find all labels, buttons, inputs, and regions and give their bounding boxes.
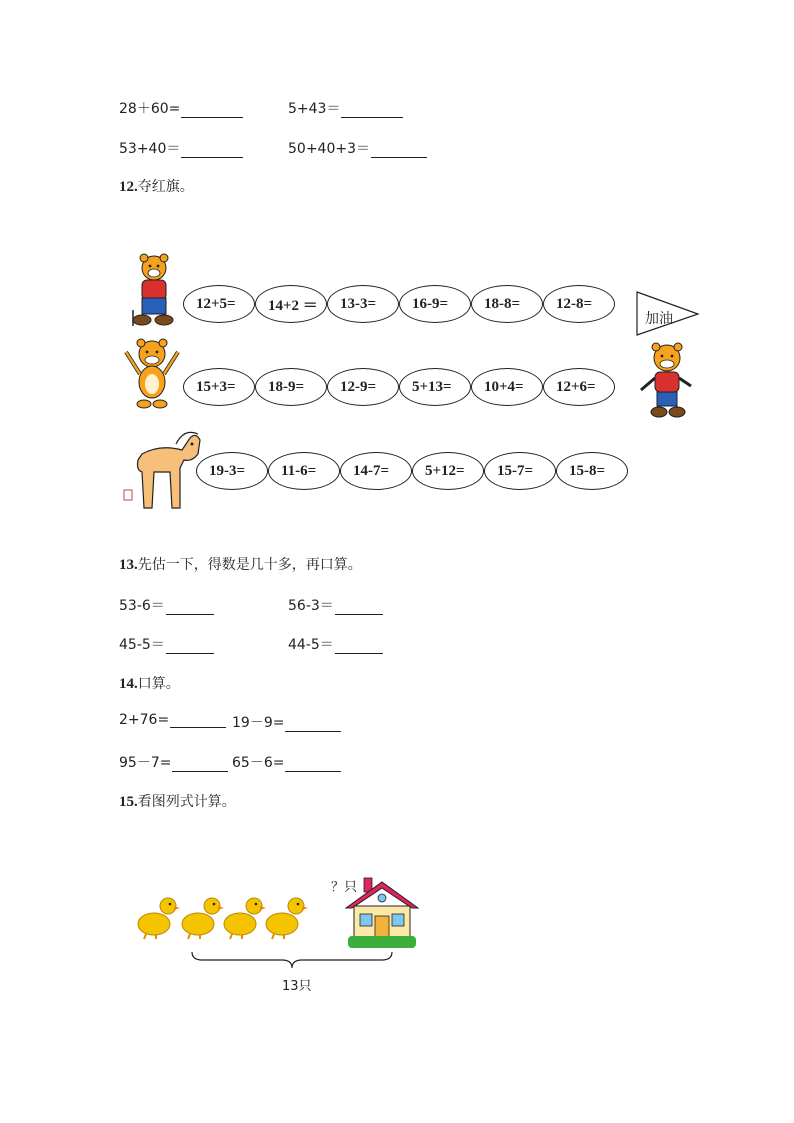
oval-problem-text: 10+4= — [484, 378, 524, 395]
oval-problem-text: 15+3= — [196, 378, 236, 395]
oval-problem-text: 14+2 ＝ — [268, 297, 318, 314]
answer-blank[interactable] — [335, 639, 383, 654]
horse-icon — [120, 424, 204, 512]
oval-problem[interactable] — [255, 368, 327, 406]
oval-problem[interactable] — [484, 452, 556, 490]
q14-problem — [232, 752, 341, 772]
oval-problem[interactable] — [399, 285, 471, 323]
brace-icon — [190, 950, 394, 972]
oval-problem[interactable] — [255, 285, 327, 323]
oval-problem-text: 11-6= — [281, 462, 317, 479]
problem-expression: 28＋60= — [119, 101, 181, 117]
house-icon — [344, 876, 420, 950]
oval-problem[interactable] — [183, 285, 255, 323]
question-number: 15. — [119, 794, 138, 810]
q13-problem — [119, 595, 214, 615]
oval-problem[interactable] — [556, 452, 628, 490]
total-label: 13只 — [282, 979, 312, 994]
answer-blank[interactable] — [170, 713, 226, 728]
answer-blank[interactable] — [166, 639, 214, 654]
oval-problem-text: 12-9= — [340, 378, 377, 395]
oval-problem-text: 5+12= — [425, 462, 465, 479]
oval-problem-text: 14-7= — [353, 462, 390, 479]
oval-problem[interactable] — [327, 285, 399, 323]
duck-icon — [180, 894, 224, 940]
question-title: 看图列式计算。 — [137, 794, 236, 810]
oval-problem[interactable] — [183, 368, 255, 406]
tiger-icon — [128, 252, 178, 330]
duck-icon — [264, 894, 308, 940]
oval-problem-text: 18-8= — [484, 295, 521, 312]
oval-problem-text: 12-8= — [556, 295, 593, 312]
question-mark-label: ？只 — [331, 880, 358, 895]
oval-problem[interactable] — [340, 452, 412, 490]
question-13-heading — [119, 554, 362, 574]
q13-problem — [288, 595, 383, 615]
problem-expression: 53-6＝ — [119, 598, 165, 614]
oval-problem-text: 16-9= — [412, 295, 449, 312]
oval-problem[interactable] — [543, 285, 615, 323]
answer-blank[interactable] — [285, 717, 341, 732]
answer-blank[interactable] — [285, 757, 341, 772]
q14-problem — [232, 712, 341, 732]
duck-icon — [222, 894, 266, 940]
oval-problem[interactable] — [327, 368, 399, 406]
answer-blank[interactable] — [166, 600, 214, 615]
problem-expression: 44-5＝ — [288, 637, 334, 653]
oval-problem[interactable] — [471, 368, 543, 406]
question-12-heading — [119, 176, 194, 196]
oval-problem-text: 19-3= — [209, 462, 246, 479]
oval-problem[interactable] — [412, 452, 484, 490]
q13-problem — [119, 634, 214, 654]
problem-expression: 45-5＝ — [119, 637, 165, 653]
question-title: 口算。 — [137, 676, 180, 692]
oval-problem[interactable] — [471, 285, 543, 323]
problem-expression: 95－7= — [119, 755, 172, 771]
problem-top-4 — [288, 138, 427, 158]
oval-problem-text: 18-9= — [268, 378, 305, 395]
question-number: 13. — [119, 557, 138, 573]
answer-blank[interactable] — [181, 103, 243, 118]
q14-problem — [119, 752, 228, 772]
oval-problem[interactable] — [268, 452, 340, 490]
oval-problem-text: 13-3= — [340, 295, 377, 312]
problem-top-3 — [119, 138, 243, 158]
q14-problem — [119, 712, 226, 728]
question-number: 14. — [119, 676, 138, 692]
question-title: 先估一下，得数是几十多，再口算。 — [137, 557, 362, 573]
q13-problem — [288, 634, 383, 654]
problem-expression: 56-3＝ — [288, 598, 334, 614]
problem-expression: 19－9= — [232, 715, 285, 731]
oval-problem[interactable] — [196, 452, 268, 490]
problem-expression: 2+76= — [119, 712, 170, 728]
answer-blank[interactable] — [341, 103, 403, 118]
tiger-icon — [637, 342, 695, 420]
oval-problem-text: 12+6= — [556, 378, 596, 395]
oval-problem-text: 15-8= — [569, 462, 606, 479]
oval-problem-text: 15-7= — [497, 462, 534, 479]
answer-blank[interactable] — [172, 757, 228, 772]
question-14-heading — [119, 673, 180, 693]
problem-expression: 50+40+3＝ — [288, 141, 370, 157]
question-15-heading — [119, 791, 236, 811]
problem-expression: 65－6= — [232, 755, 285, 771]
oval-problem-text: 12+5= — [196, 295, 236, 312]
problem-expression: 53+40＝ — [119, 141, 181, 157]
answer-blank[interactable] — [181, 143, 243, 158]
oval-problem[interactable] — [543, 368, 615, 406]
question-title: 夺红旗。 — [137, 179, 194, 195]
answer-blank[interactable] — [371, 143, 427, 158]
problem-top-1 — [119, 98, 243, 118]
duck-icon — [136, 894, 180, 940]
problem-top-2 — [288, 98, 403, 118]
flag-label: 加油 — [645, 311, 673, 327]
question-number: 12. — [119, 179, 138, 195]
oval-problem[interactable] — [399, 368, 471, 406]
problem-expression: 5+43＝ — [288, 101, 341, 117]
oval-problem-text: 5+13= — [412, 378, 452, 395]
tiger-icon — [122, 338, 182, 410]
answer-blank[interactable] — [335, 600, 383, 615]
